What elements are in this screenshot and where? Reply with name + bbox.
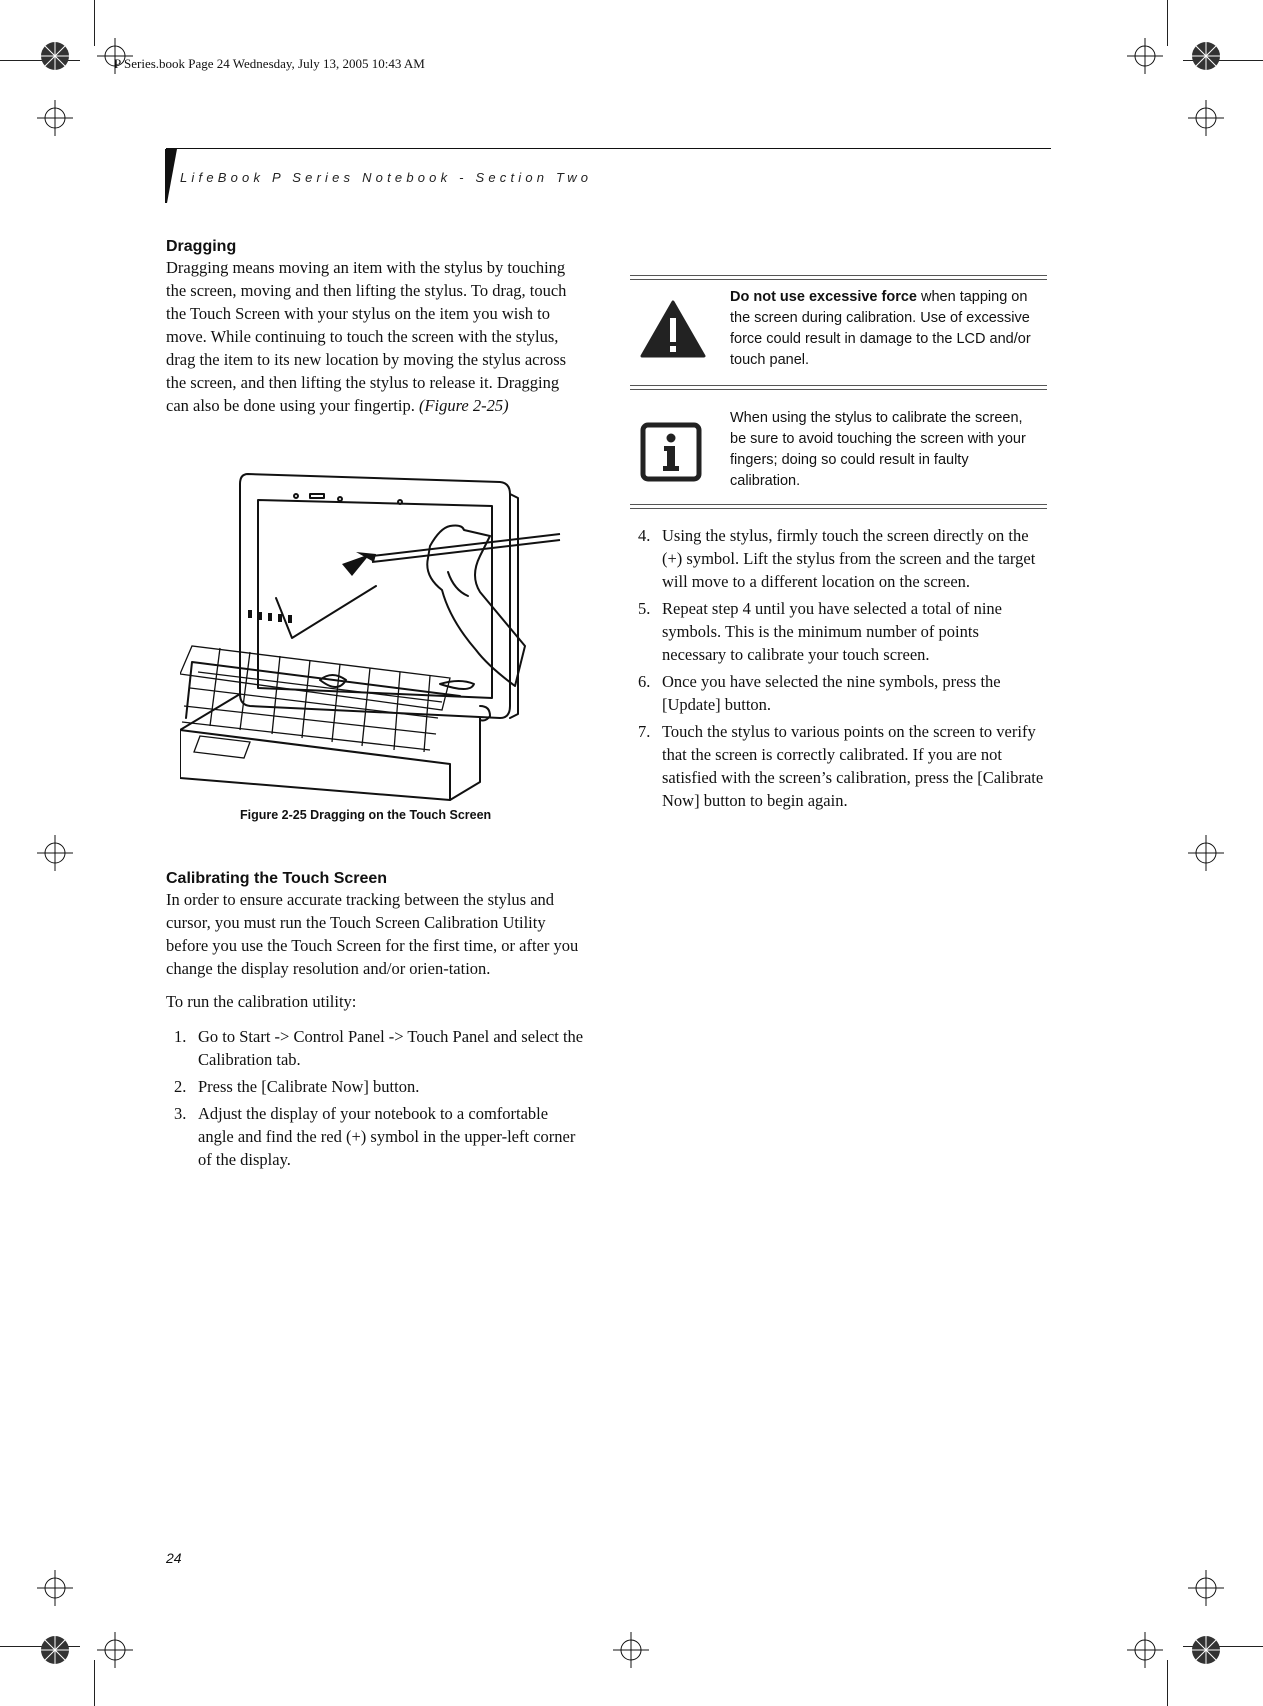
info-note: When using the stylus to calibrate the screen, be sure to avoid touching the screen with your fingers; doing so could result in faulty calibration. [730,410,1026,489]
caution-top-rule [630,275,1047,280]
running-header: LifeBook P Series Notebook - Section Two [180,170,593,185]
caution-bottom-rule [630,385,1047,390]
info-icon [640,422,702,482]
header-tab-marker [165,149,179,205]
list-item: 6. Once you have selected the nine symbols, press the [Update] button. [638,672,1001,714]
list-item: 7. Touch the stylus to various points on the screen to verify that the screen is correctly calibrated. If you are not satisfied with the screen’s calibration, press the [Calibrate Now] button to begin again. [638,722,1044,810]
warning-icon [640,300,706,358]
info-bottom-rule [630,504,1047,509]
dragging-body: Dragging means moving an item with the stylus by touching the screen, moving and then lifting the stylus. To drag, touch the Touch Screen with your stylus on the item you wish to move. While continuing to touch the screen with the stylus, drag the item to its new location by moving the stylus across the screen, and then lifting the stylus to release it. Dragging can also be done using your fingertip. (Figure 2-25) [166,258,567,415]
print-stamp: P Series.book Page 24 Wednesday, July 13, 2005 10:43 AM [114,56,425,71]
section-calibrating [166,870,586,1175]
caution-note: Do not use excessive force when tapping on the screen during calibration. Use of excessive force could result in damage to the LCD and/or touch panel. [730,289,1031,368]
list-item: 5. Repeat step 4 until you have selected a total of nine symbols. This is the minimum number of points necessary to calibrate your touch screen. [638,599,1002,664]
figure-reference: (Figure 2-25) [418,396,509,415]
calibration-steps-left [166,1025,586,1171]
list-item: 1. Go to Start -> Control Panel -> Touch Panel and select the Calibration tab. [174,1027,584,1069]
list-item: 2. Press the [Calibrate Now] button. [174,1077,420,1096]
list-item: 4. Using the stylus, firmly touch the screen directly on the (+) symbol. Lift the stylus from the screen and the target will move to a different location on the screen. [638,526,1036,591]
calibrating-intro: To run the calibration utility: [166,992,357,1011]
header-rule [166,148,1051,149]
page-number: 24 [166,1550,182,1566]
figure-caption: Figure 2-25 Dragging on the Touch Screen [240,808,492,822]
calibration-steps-right [630,524,1045,812]
calibration-steps-right-wrap [630,524,1045,816]
figure-touchscreen-illustration [180,466,580,802]
section-heading-dragging: Dragging [166,238,237,255]
section-heading-calibrating: Calibrating the Touch Screen [166,870,388,887]
calibrating-body: In order to ensure accurate tracking between the stylus and cursor, you must run the Touch Screen Calibration Utility before you use the Touch Screen for the first time, or after you change the display resolution and/or orien-tation. [166,890,579,978]
list-item: 3. Adjust the display of your notebook to a comfortable angle and find the red (+) symbol in the upper-left corner of the display. [174,1104,576,1169]
section-dragging [166,238,586,417]
